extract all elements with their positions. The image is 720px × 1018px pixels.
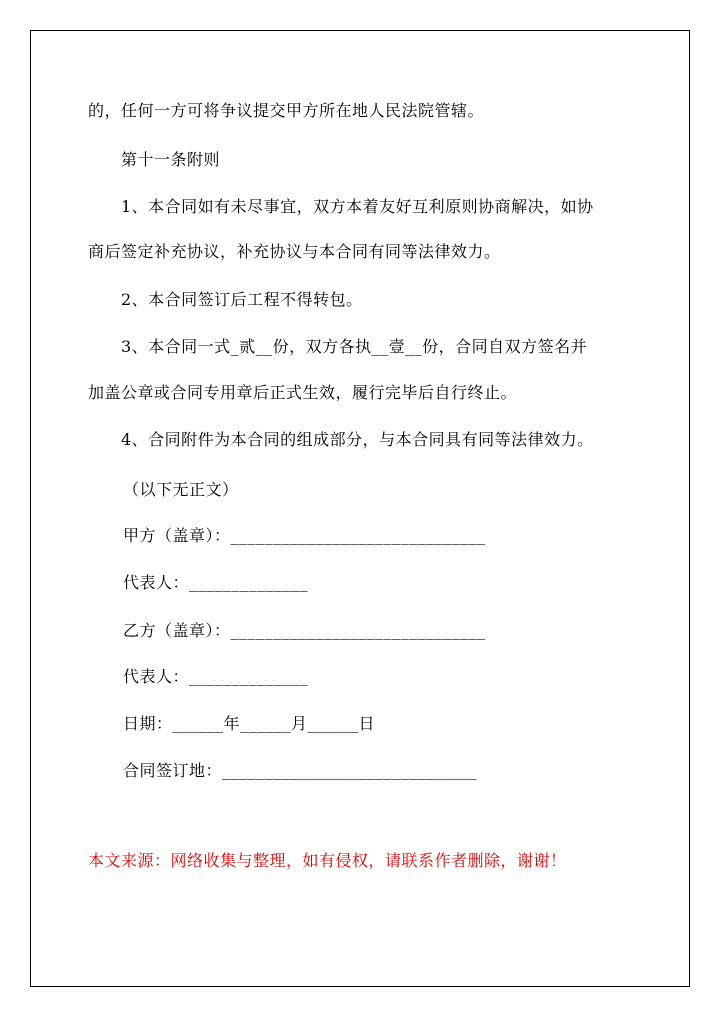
signature-party-b: 乙方（盖章）：______________________________	[123, 621, 486, 640]
text-line-dispute-clause: 的，任何一方可将争议提交甲方所在地人民法院管辖。	[88, 101, 485, 120]
text-line-no-further-text: （以下无正文）	[123, 480, 239, 499]
signature-place: 合同签订地：______________________________	[123, 761, 478, 780]
page-border	[30, 30, 690, 987]
signature-date: 日期：______年______月______日	[123, 714, 376, 733]
text-line-clause-1-end: 商后签定补充协议，补充协议与本合同有同等法律效力。	[88, 242, 501, 261]
section-heading-article-11: 第十一条附则	[121, 150, 221, 169]
text-line-clause-4: 4、合同附件为本合同的组成部分，与本合同具有同等法律效力。	[121, 430, 594, 449]
text-line-clause-3-start: 3、本合同一式_贰__份，双方各执__壹__份，合同自双方签名并	[121, 337, 588, 356]
signature-party-a: 甲方（盖章）：______________________________	[123, 526, 486, 545]
footer-source-note: 本文来源：网络收集与整理，如有侵权，请联系作者删除，谢谢！	[88, 851, 567, 870]
text-line-clause-2: 2、本合同签订后工程不得转包。	[121, 290, 363, 309]
signature-representative-a: 代表人：______________	[123, 573, 309, 592]
text-line-clause-3-end: 加盖公章或合同专用章后正式生效，履行完毕后自行终止。	[88, 383, 518, 402]
signature-representative-b: 代表人：______________	[123, 667, 309, 686]
text-line-clause-1-start: 1、本合同如有未尽事宜，双方本着友好互利原则协商解决，如协	[121, 197, 594, 216]
